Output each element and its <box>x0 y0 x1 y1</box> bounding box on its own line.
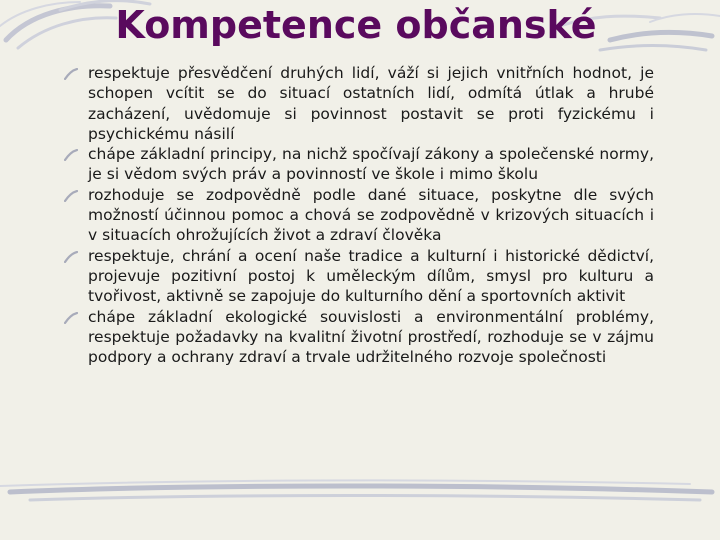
swoosh-bullet-icon <box>64 251 78 263</box>
list-item <box>64 63 654 144</box>
list-item-text: chápe základní principy, na nichž spočívají zákony a společenské normy, je si vědom svých práv a povinností ve škole i mimo školu <box>88 145 654 184</box>
swoosh-bullet-icon <box>64 68 78 80</box>
list-item-text: chápe základní ekologické souvislosti a environmentální problémy, respektuje požadavky na kvalitní životní prostředí, rozhoduje se v zájmu podpory a ochrany zdraví a trvale udržitelného rozvoje společnosti <box>88 307 654 367</box>
list-item-text: respektuje, chrání a ocení naše tradice a kulturní i historické dědictví, projevuje pozitivní postoj k uměleckým dílům, smysl pro kulturu a tvořivost, aktivně se zapojuje do kulturního dění a sportovních aktivit <box>88 246 654 306</box>
list-item <box>64 144 654 185</box>
slide-title: Kompetence občanské <box>115 3 597 47</box>
swoosh-bullet-icon <box>64 190 78 202</box>
swoosh-bullet-icon <box>64 312 78 324</box>
list-item <box>64 185 654 246</box>
list-item <box>64 307 654 368</box>
list-item <box>64 246 654 307</box>
list-item-text: respektuje přesvědčení druhých lidí, váží si jejich vnitřních hodnot, je schopen vcítit se do situací ostatních lidí, odmítá útlak a hrubé zacházení, uvědomuje si povinnost postavit se proti fyzickému i psychickému násilí <box>88 64 654 143</box>
swoosh-bullet-icon <box>64 149 78 161</box>
bullet-list <box>64 63 654 367</box>
list-item-text: rozhoduje se zodpovědně podle dané situace, poskytne dle svých možností účinnou pomoc a chová se zodpovědně v krizových situacích i v situacích ohrožujících život a zdraví člověka <box>88 185 654 245</box>
